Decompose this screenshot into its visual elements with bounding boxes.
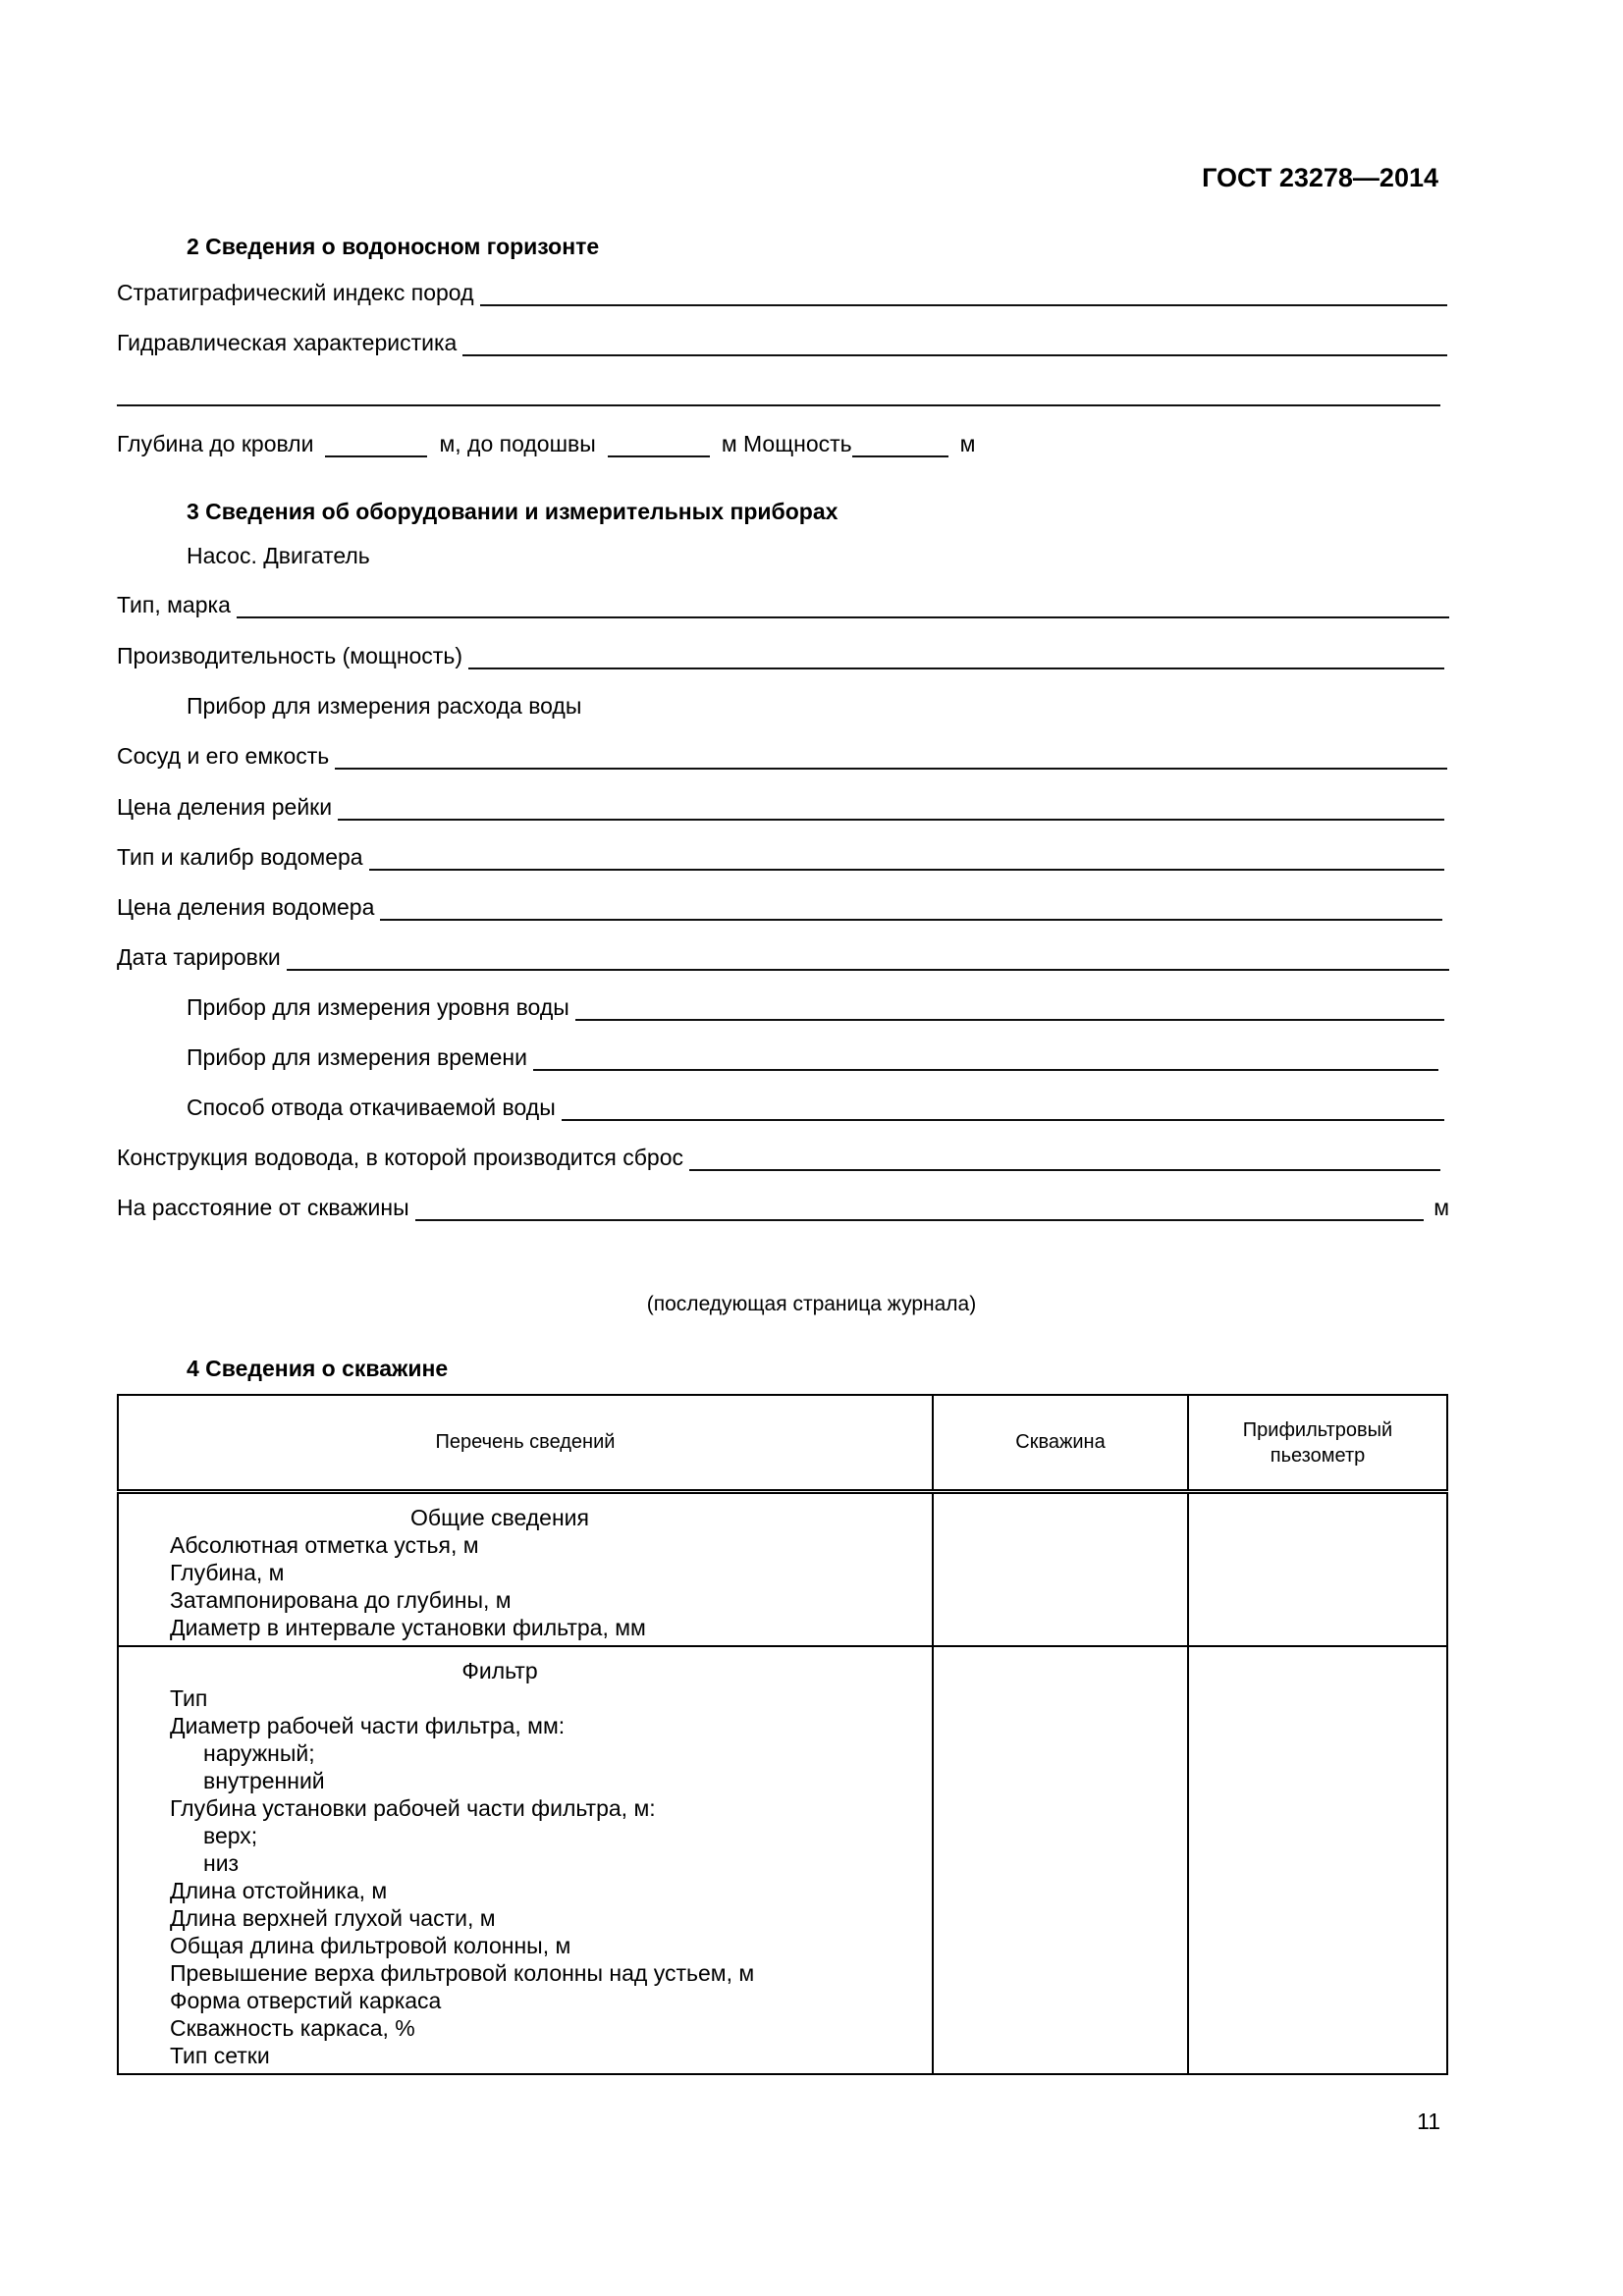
list-item: наружный; (203, 1740, 315, 1766)
drain-field[interactable] (562, 1099, 1444, 1121)
pipe-field[interactable] (689, 1149, 1440, 1171)
table-row-filter (118, 1646, 1447, 2074)
list-item: Диаметр в интервале установки фильтра, мм (170, 1615, 646, 1640)
list-item: Скважность каркаса, % (170, 2015, 415, 2041)
type-label: Тип, марка (117, 592, 231, 617)
depth-sole-label: м, до подошвы (439, 431, 596, 456)
table-row-general (118, 1492, 1447, 1647)
pump-heading: Насос. Двигатель (187, 543, 370, 568)
general-info-cell (118, 1492, 933, 1647)
stratigraphic-index-field[interactable] (480, 285, 1448, 306)
vessel-label: Сосуд и его емкость (117, 743, 330, 769)
list-item: верх; (203, 1823, 258, 1848)
meter-type-label: Тип и калибр водомера (117, 844, 363, 870)
general-info-title: Общие сведения (410, 1505, 589, 1530)
level-field[interactable] (575, 999, 1444, 1021)
thickness-label: м Мощность (721, 431, 852, 456)
section-4-title: 4 Сведения о скважине (187, 1356, 449, 1381)
meter-type-row (117, 841, 1444, 871)
general-piezometer-cell[interactable] (1188, 1492, 1447, 1647)
general-well-cell[interactable] (933, 1492, 1188, 1647)
time-row (187, 1041, 1438, 1071)
list-item: Тип сетки (170, 2043, 270, 2068)
list-item: Затампонирована до глубины, м (170, 1587, 512, 1613)
time-label: Прибор для измерения времени (187, 1044, 527, 1070)
depth-sole-field[interactable] (608, 436, 710, 457)
list-item: Глубина установки рабочей части фильтра, м: (170, 1795, 656, 1821)
column-header-piezometer-text: Прифильтровый пьезометр (1242, 1418, 1393, 1467)
thickness-unit: м (959, 431, 976, 456)
list-item: Длина отстойника, м (170, 1878, 388, 1903)
pipe-label: Конструкция водовода, в которой производится сброс (117, 1145, 684, 1170)
section-3-title: 3 Сведения об оборудовании и измерительных приборах (187, 499, 839, 524)
list-item: Абсолютная отметка устья, м (170, 1532, 479, 1558)
list-item: внутренний (203, 1768, 325, 1793)
filter-title: Фильтр (461, 1658, 538, 1683)
page-number: 11 (1417, 2109, 1440, 2134)
list-item: Превышение верха фильтровой колонны над устьем, м (170, 1960, 755, 1986)
vessel-row (117, 740, 1447, 770)
type-field[interactable] (237, 597, 1449, 618)
stratigraphic-index-row (117, 277, 1447, 306)
performance-row (117, 640, 1444, 669)
next-page-note: (последующая страница журнала) (646, 1293, 977, 1315)
meter-division-row (117, 891, 1442, 921)
filter-well-cell[interactable] (933, 1646, 1188, 2074)
hydraulic-continuation-field[interactable] (117, 385, 1440, 406)
depth-row (117, 428, 975, 457)
level-row (187, 991, 1444, 1021)
column-header-well: Скважина (933, 1395, 1188, 1492)
filter-piezometer-cell[interactable] (1188, 1646, 1447, 2074)
distance-field[interactable] (415, 1200, 1425, 1221)
section-2-title: 2 Сведения о водоносном горизонте (187, 234, 600, 259)
document-code: ГОСТ 23278—2014 (1202, 163, 1438, 192)
performance-field[interactable] (468, 648, 1444, 669)
type-row (117, 589, 1449, 618)
filter-info-cell (118, 1646, 933, 2074)
depth-roof-field[interactable] (325, 436, 427, 457)
list-item: Длина верхней глухой части, м (170, 1905, 496, 1931)
vessel-field[interactable] (335, 748, 1447, 770)
depth-roof-label: Глубина до кровли (117, 431, 314, 456)
column-header-piezometer (1188, 1395, 1447, 1492)
hydraulic-field[interactable] (462, 335, 1447, 356)
distance-row (117, 1192, 1449, 1221)
distance-label: На расстояние от скважины (117, 1195, 409, 1220)
list-item: Тип (170, 1685, 208, 1711)
time-field[interactable] (533, 1049, 1438, 1071)
calibration-row (117, 941, 1449, 971)
flow-heading: Прибор для измерения расхода воды (187, 693, 582, 719)
performance-label: Производительность (мощность) (117, 643, 462, 668)
thickness-field[interactable] (852, 436, 948, 457)
meter-type-field[interactable] (369, 849, 1444, 871)
calibration-label: Дата тарировки (117, 944, 281, 970)
level-label: Прибор для измерения уровня воды (187, 994, 569, 1020)
hydraulic-label: Гидравлическая характеристика (117, 330, 458, 355)
pipe-row (117, 1142, 1440, 1171)
well-info-table (117, 1394, 1448, 2075)
list-item: Глубина, м (170, 1560, 285, 1585)
list-item: Форма отверстий каркаса (170, 1988, 442, 2013)
rail-row (117, 791, 1444, 821)
stratigraphic-index-label: Стратиграфический индекс пород (117, 280, 474, 305)
rail-field[interactable] (338, 799, 1444, 821)
calibration-field[interactable] (287, 949, 1449, 971)
drain-row (187, 1092, 1444, 1121)
list-item: Диаметр рабочей части фильтра, мм: (170, 1713, 566, 1738)
hydraulic-row (117, 327, 1447, 356)
distance-unit: м (1434, 1195, 1449, 1220)
list-item: низ (203, 1850, 240, 1876)
drain-label: Способ отвода откачиваемой воды (187, 1095, 556, 1120)
meter-division-field[interactable] (380, 899, 1442, 921)
meter-division-label: Цена деления водомера (117, 894, 375, 920)
rail-label: Цена деления рейки (117, 794, 333, 820)
table-header-row (118, 1395, 1447, 1492)
column-header-list: Перечень сведений (118, 1395, 933, 1492)
list-item: Общая длина фильтровой колонны, м (170, 1933, 571, 1958)
